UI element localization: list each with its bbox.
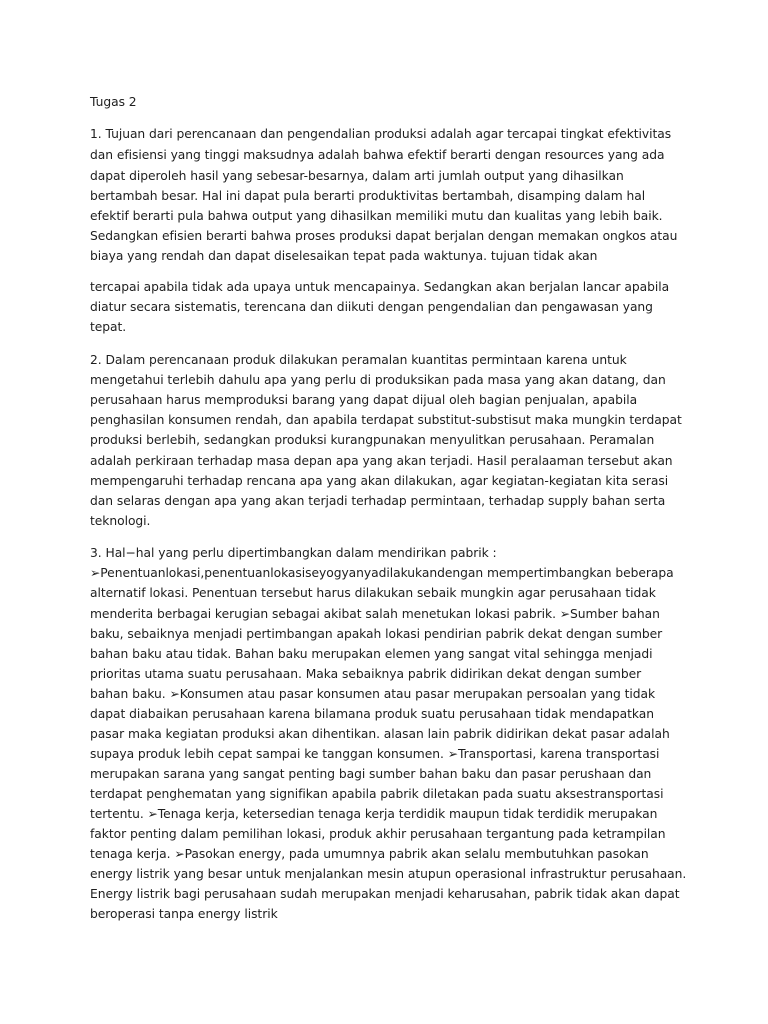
text-line: efektif berarti pula bahwa output yang dihasilkan memiliki mutu dan kualitas yang lebih baik.: [90, 209, 663, 223]
text-line: 3. Hal−hal yang perlu dipertimbangkan dalam mendirikan pabrik :: [90, 546, 497, 560]
text-line: dan selaras dengan apa yang akan terjadi terhadap permintaan, terhadap supply bahan serta: [90, 494, 666, 508]
text-line: produksi berlebih, sedangkan produksi kurangpunakan menyulitkan perusahaan. Peramalan: [90, 433, 655, 447]
text-line: penghasilan konsumen rendah, dan apabila terdapat substitut-substisut maka mungkin terdapat: [90, 413, 682, 427]
text-line: dapat diperoleh hasil yang sebesar-besarnya, dalam arti jumlah output yang dihasilkan: [90, 169, 624, 183]
text-line: Energy listrik bagi perusahaan sudah merupakan menjadi keharusahan, pabrik tidak akan dapat: [90, 887, 680, 901]
text-line: dapat diabaikan perusahaan karena bilamana produk suatu perusahaan tidak mendapatkan: [90, 707, 654, 721]
text-line: mempengaruhi terhadap rencana apa yang akan dilakukan, agar kegiatan-kegiatan kita serasi: [90, 474, 669, 488]
text-line: Sedangkan efisien berarti bahwa proses produksi dapat berjalan dengan memakan ongkos atau: [90, 229, 678, 243]
text-line: dan efisiensi yang tinggi maksudnya adalah bahwa efektif berarti dengan resources yang ada: [90, 148, 665, 162]
text-line: 2. Dalam perencanaan produk dilakukan peramalan kuantitas permintaan karena untuk: [90, 353, 627, 367]
text-line: 1. Tujuan dari perencanaan dan pengendalian produksi adalah agar tercapai tingkat efektivitas: [90, 127, 672, 141]
text-line: supaya produk lebih cepat sampai ke tanggan konsumen. ➢Transportasi, karena transportasi: [90, 747, 660, 761]
text-line: tercapai apabila tidak ada upaya untuk mencapainya. Sedangkan akan berjalan lancar apabila: [90, 280, 670, 294]
text-line: tepat.: [90, 320, 127, 334]
text-line: beroperasi tanpa energy listrik: [90, 907, 278, 921]
text-line: ➢Penentuanlokasi,penentuanlokasiseyogyanyadilakukandengan mempertimbangkan beberapa: [90, 566, 674, 580]
text-line: faktor penting dalam pemilihan lokasi, produk akhir perusahaan tergantung pada ketrampilan: [90, 827, 666, 841]
text-line: teknologi.: [90, 514, 151, 528]
text-line: merupakan sarana yang sangat penting bagi sumber bahan baku dan pasar perushaan dan: [90, 767, 652, 781]
text-line: tenaga kerja. ➢Pasokan energy, pada umumnya pabrik akan selalu membutuhkan pasokan: [90, 847, 649, 861]
text-line: mengetahui terlebih dahulu apa yang perlu di produksikan pada masa yang akan datang, dan: [90, 373, 666, 387]
text-line: alternatif lokasi. Penentuan tersebut harus dilakukan sebaik mungkin agar perusahaan tidak: [90, 586, 656, 600]
text-line: perusahaan harus memproduksi barang yang dapat dijual oleh bagian penjualan, apabila: [90, 393, 638, 407]
text-line: biaya yang rendah dan dapat diselesaikan tepat pada waktunya. tujuan tidak akan: [90, 249, 598, 263]
document-title: Tugas 2: [90, 95, 137, 109]
text-line: energy listrik yang besar untuk menjalankan mesin atupun operasional infrastruktur perusahaan.: [90, 867, 687, 881]
text-line: pasar maka kegiatan produksi akan dihentikan. alasan lain pabrik didirikan dekat pasar adalah: [90, 727, 670, 741]
text-line: bahan baku. ➢Konsumen atau pasar konsumen atau pasar merupakan persoalan yang tidak: [90, 687, 656, 701]
text-line: prioritas utama suatu perusahaan. Maka sebaiknya pabrik didirikan dekat dengan sumber: [90, 667, 642, 681]
text-line: tertentu. ➢Tenaga kerja, ketersedian tenaga kerja terdidik maupun tidak terdidik merupakan: [90, 807, 658, 821]
text-line: bahan baku atau tidak. Bahan baku merupakan elemen yang sangat vital sehingga menjadi: [90, 647, 653, 661]
text-line: diatur secara sistematis, terencana dan diikuti dengan pengendalian dan pengawasan yang: [90, 300, 653, 314]
text-line: baku, sebaiknya menjadi pertimbangan apakah lokasi pendirian pabrik dekat dengan sumber: [90, 627, 663, 641]
text-line: bertambah besar. Hal ini dapat pula berarti produktivitas bertambah, disamping dalam hal: [90, 189, 646, 203]
text-line: terdapat penghematan yang signifikan apabila pabrik diletakan pada suatu aksestransportasi: [90, 787, 664, 801]
text-line: adalah perkiraan terhadap masa depan apa yang akan terjadi. Hasil peralaaman tersebut akan: [90, 454, 673, 468]
text-line: menderita berbagai kerugian sebagai akibat salah menetukan lokasi pabrik. ➢Sumber bahan: [90, 607, 660, 621]
